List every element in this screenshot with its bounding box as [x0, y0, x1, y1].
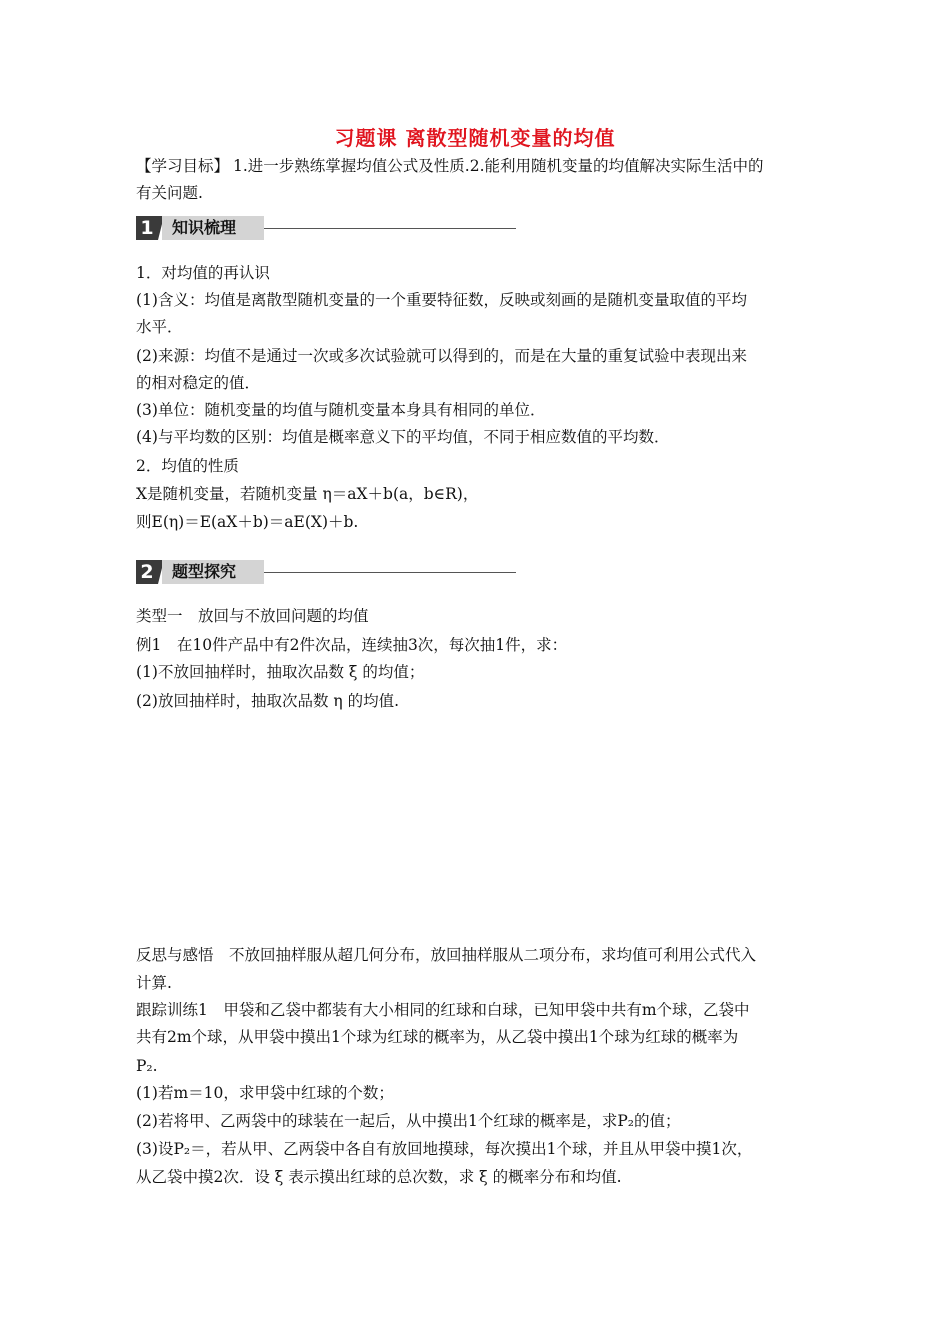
- type-heading: 类型一 放回与不放回问题的均值: [136, 607, 369, 625]
- knowledge-line: (1)含义：均值是离散型随机变量的一个重要特征数，反映或刻画的是随机变量取值的平均: [136, 291, 747, 309]
- section-divider: [264, 572, 516, 573]
- training-line: 从乙袋中摸2次．设 ξ 表示摸出红球的总次数，求 ξ 的概率分布和均值.: [136, 1168, 622, 1186]
- property-line: X是随机变量，若随机变量 η＝aX＋b(a，b∈R)，: [136, 485, 479, 503]
- example-line: (1)不放回抽样时，抽取次品数 ξ 的均值；: [136, 663, 425, 681]
- training-line: (2)若将甲、乙两袋中的球装在一起后，从中摸出1个红球的概率是，求P₂的值；: [136, 1112, 681, 1130]
- section-number: 1: [136, 216, 158, 240]
- page-title: 习题课 离散型随机变量的均值: [334, 126, 616, 150]
- property-formula: 则E(η)＝E(aX＋b)＝aE(X)＋b.: [136, 513, 359, 531]
- learning-goal-tag: 【学习目标】: [136, 157, 230, 175]
- learning-goal-line-2: 有关问题.: [136, 184, 203, 202]
- knowledge-line: 2．均值的性质: [136, 457, 239, 475]
- knowledge-line: (3)单位：随机变量的均值与随机变量本身具有相同的单位．: [136, 401, 546, 419]
- section-divider: [264, 228, 516, 229]
- training-line: 跟踪训练1 甲袋和乙袋中都装有大小相同的红球和白球，已知甲袋中共有m个球，乙袋中: [136, 1001, 750, 1019]
- knowledge-line: 水平．: [136, 318, 183, 336]
- knowledge-line: (4)与平均数的区别：均值是概率意义下的平均值，不同于相应数值的平均数．: [136, 428, 670, 446]
- learning-goal-text: 1.进一步熟练掌握均值公式及性质.2.能利用随机变量的均值解决实际生活中的: [233, 157, 764, 175]
- section-header-knowledge: [136, 216, 516, 242]
- reflection-line: 计算.: [136, 974, 172, 992]
- training-line: P₂.: [136, 1057, 158, 1075]
- example-line: (2)放回抽样时，抽取次品数 η 的均值.: [136, 692, 400, 710]
- training-line: (3)设P₂＝，若从甲、乙两袋中各自有放回地摸球，每次摸出1个球，并且从甲袋中摸1次，: [136, 1140, 753, 1158]
- section-number: 2: [136, 560, 158, 584]
- section-label: 知识梳理: [162, 216, 264, 240]
- section-header-types: [136, 560, 516, 586]
- knowledge-line: 1．对均值的再认识: [136, 264, 270, 282]
- training-line: (1)若m＝10，求甲袋中红球的个数；: [136, 1084, 394, 1102]
- knowledge-line: 的相对稳定的值．: [136, 374, 261, 392]
- example-line: 例1 在10件产品中有2件次品，连续抽3次，每次抽1件，求：: [136, 636, 568, 654]
- knowledge-line: (2)来源：均值不是通过一次或多次试验就可以得到的，而是在大量的重复试验中表现出来: [136, 347, 747, 365]
- section-label: 题型探究: [162, 560, 264, 584]
- training-line: 共有2m个球，从甲袋中摸出1个球为红球的概率为，从乙袋中摸出1个球为红球的概率为: [136, 1028, 739, 1046]
- reflection-line: 反思与感悟 不放回抽样服从超几何分布，放回抽样服从二项分布，求均值可利用公式代入: [136, 946, 757, 964]
- learning-goal-line-1: [136, 155, 764, 177]
